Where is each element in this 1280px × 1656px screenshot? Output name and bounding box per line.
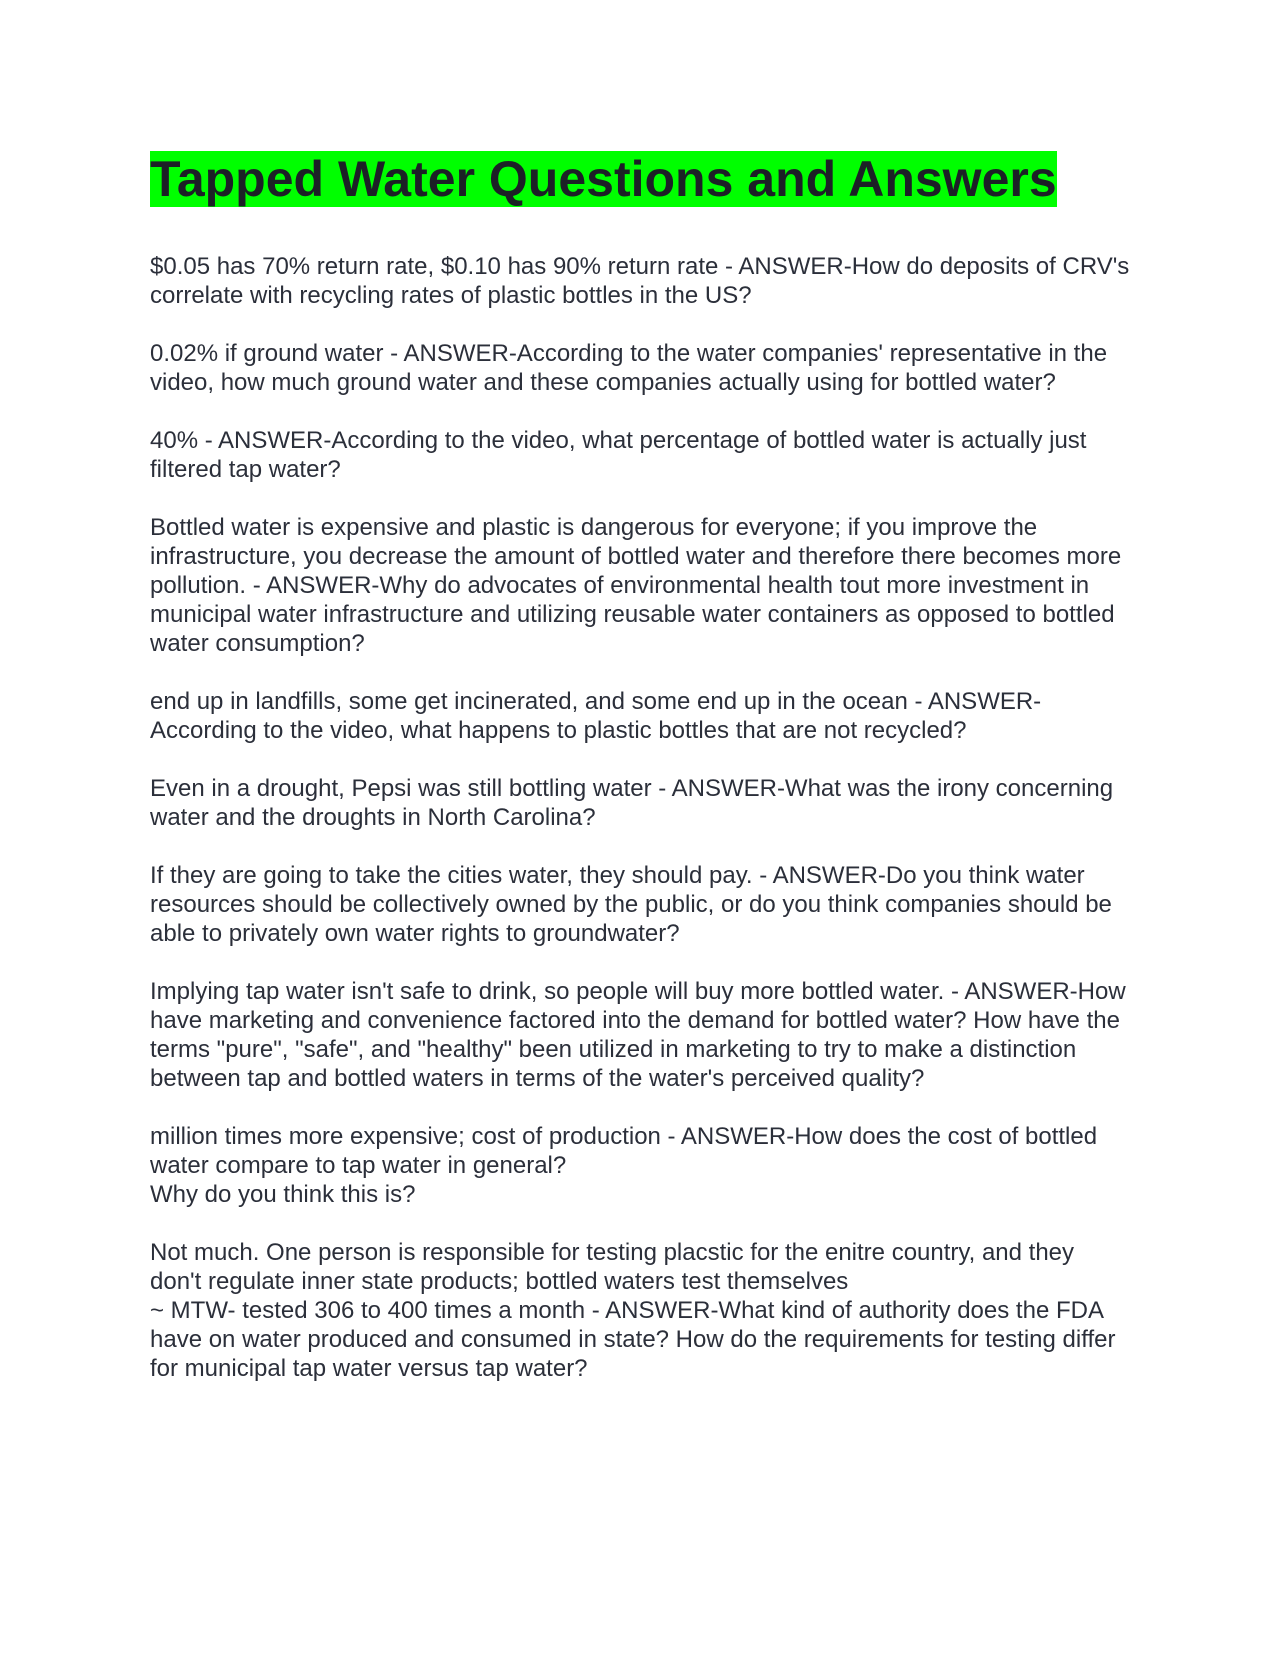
document-title: Tapped Water Questions and Answers xyxy=(150,151,1057,207)
qa-entry: If they are going to take the cities water, they should pay. - ANSWER-Do you think water resources should be collectively owned by the public, or do you think companies should be able to privately own water rights to groundwater? xyxy=(150,862,1112,947)
qa-entry: Even in a drought, Pepsi was still bottling water - ANSWER-What was the irony concerning water and the droughts in North Carolina? xyxy=(150,775,1114,831)
qa-entry: $0.05 has 70% return rate, $0.10 has 90% return rate - ANSWER-How do deposits of CRV's correlate with recycling rates of plastic bottles in the US? xyxy=(150,253,1130,309)
qa-entry: 0.02% if ground water - ANSWER-According to the water companies' representative in the video, how much ground water and these companies actually using for bottled water? xyxy=(150,340,1108,396)
qa-entry: Implying tap water isn't safe to drink, so people will buy more bottled water. - ANSWER-How have marketing and convenience factored into the demand for bottled water? How have the terms "pure", "safe", and "healthy" been utilized in marketing to try to make a distinction between tap and bottled waters in terms of the water's perceived quality? xyxy=(150,978,1126,1092)
qa-entry: Not much. One person is responsible for testing placstic for the enitre country, and they don't regulate inner state products; bottled waters test themselves ~ MTW- tested 306 to 400 times a month - ANSWER-What kind of authority does the FDA have on water produced and consumed in state? How do the requirements for testing differ for municipal tap water versus tap water? xyxy=(150,1239,1116,1382)
qa-entry: million times more expensive; cost of production - ANSWER-How does the cost of bottled water compare to tap water in general? Why do you think this is? xyxy=(150,1123,1098,1208)
qa-entry: end up in landfills, some get incinerated, and some end up in the ocean - ANSWER-According to the video, what happens to plastic bottles that are not recycled? xyxy=(150,688,1042,744)
qa-entry: 40% - ANSWER-According to the video, what percentage of bottled water is actually just filtered tap water? xyxy=(150,427,1087,483)
qa-entry: Bottled water is expensive and plastic is dangerous for everyone; if you improve the infrastructure, you decrease the amount of bottled water and therefore there becomes more pollution. - ANSWER-Why do advocates of environmental health tout more investment in municipal water infrastructure and utilizing reusable water containers as opposed to bottled water consumption? xyxy=(150,514,1122,657)
title-block xyxy=(150,150,1130,221)
document-page xyxy=(150,150,1130,1412)
